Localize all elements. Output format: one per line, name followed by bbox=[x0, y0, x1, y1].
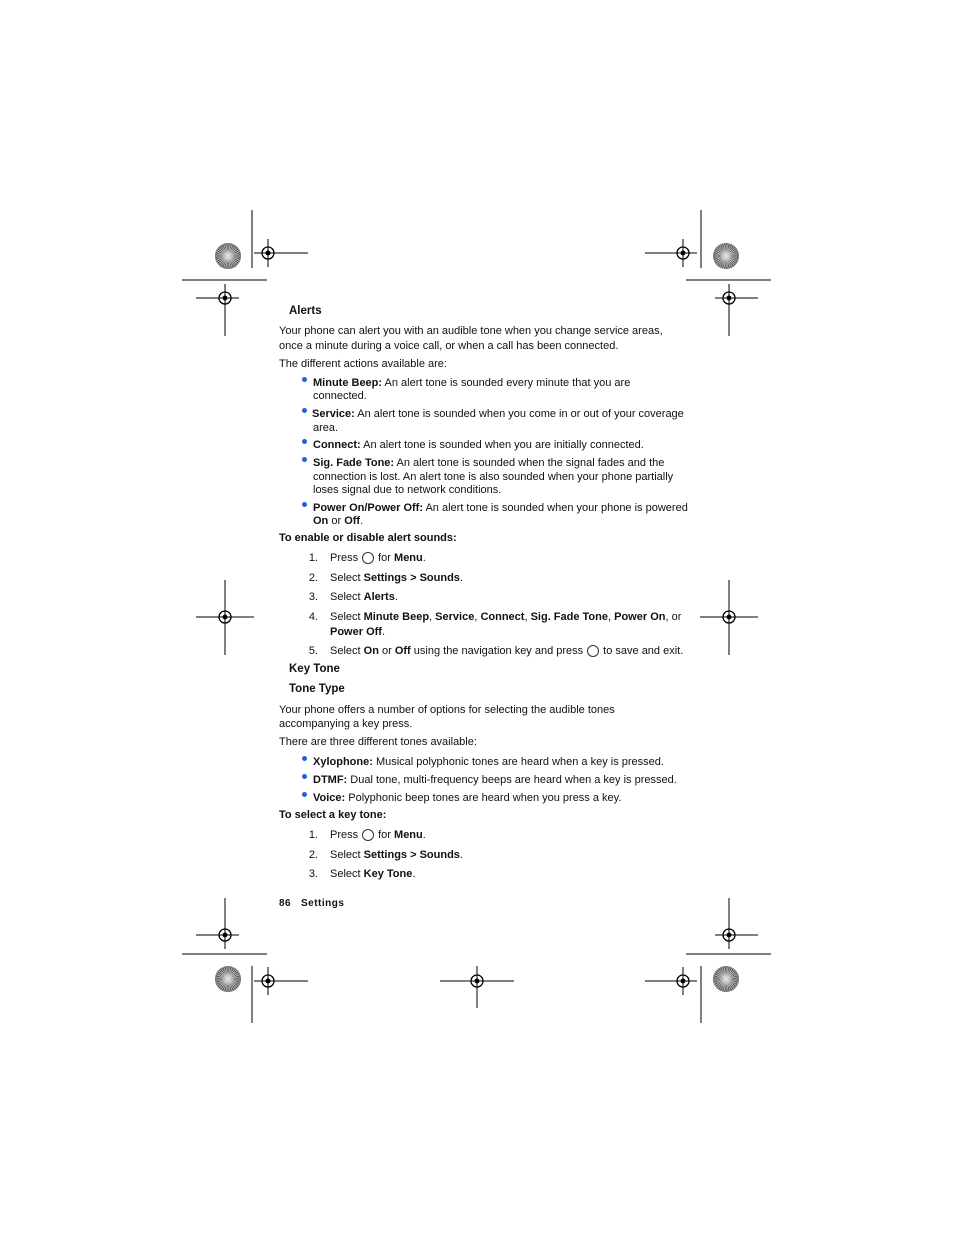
bullet-xylophone: Xylophone: Musical polyphonic tones are heard when a key is pressed. bbox=[313, 756, 664, 768]
alerts-step-3: Select Alerts. bbox=[330, 591, 398, 603]
bullet-icon bbox=[302, 457, 307, 462]
alerts-intro-line-2: once a minute during a voice call, or when a call has been connected. bbox=[279, 340, 619, 352]
step-number: 1. bbox=[308, 552, 318, 564]
bullet-service: Service: An alert tone is sounded when you come in or out of your coverage bbox=[312, 408, 684, 420]
bullet-icon bbox=[302, 756, 307, 761]
key-tone-step-3: Select Key Tone. bbox=[330, 868, 416, 880]
step-number: 4. bbox=[308, 611, 318, 623]
bullet-power-on-off-cont: On or Off. bbox=[313, 515, 364, 527]
key-tone-intro-line-1: Your phone offers a number of options for selecting the audible tones bbox=[279, 704, 615, 716]
page-number: 86 bbox=[279, 898, 292, 909]
ok-key-icon bbox=[362, 552, 374, 564]
bullet-icon bbox=[302, 439, 307, 444]
step-number: 1. bbox=[308, 829, 318, 841]
key-tone-tones-intro: There are three different tones available: bbox=[279, 736, 477, 748]
step-number: 2. bbox=[308, 849, 318, 861]
bullet-dtmf: DTMF: Dual tone, multi-frequency beeps are heard when a key is pressed. bbox=[313, 774, 677, 786]
bullet-minute-beep-cont: connected. bbox=[313, 390, 367, 402]
bullet-minute-beep: Minute Beep: An alert tone is sounded every minute that you are bbox=[313, 377, 631, 389]
bullet-icon bbox=[302, 792, 307, 797]
footer-section-name: Settings bbox=[301, 898, 345, 909]
alerts-intro-line-1: Your phone can alert you with an audible tone when you change service areas, bbox=[279, 325, 663, 337]
bullet-power-on-off: Power On/Power Off: An alert tone is sounded when your phone is powered bbox=[313, 502, 688, 514]
key-tone-step-1: Press for Menu. bbox=[330, 829, 426, 841]
bullet-service-cont: area. bbox=[313, 422, 339, 434]
bullet-connect: Connect: An alert tone is sounded when you are initially connected. bbox=[313, 439, 644, 451]
bullet-icon bbox=[302, 774, 307, 779]
alerts-procedure-heading: To enable or disable alert sounds: bbox=[279, 532, 457, 544]
key-tone-step-2: Select Settings > Sounds. bbox=[330, 849, 463, 861]
step-number: 2. bbox=[308, 572, 318, 584]
bullet-voice: Voice: Polyphonic beep tones are heard when you press a key. bbox=[313, 792, 622, 804]
alerts-step-5: Select On or Off using the navigation key and press to save and exit. bbox=[330, 645, 684, 657]
alerts-step-2: Select Settings > Sounds. bbox=[330, 572, 463, 584]
section-heading-alerts: Alerts bbox=[289, 305, 322, 317]
ok-key-icon bbox=[587, 645, 599, 657]
subheading-tone-type: Tone Type bbox=[289, 683, 345, 695]
bullet-icon bbox=[302, 377, 307, 382]
alerts-step-4: Select Minute Beep, Service, Connect, Sig. Fade Tone, Power On, or bbox=[330, 611, 682, 623]
step-number: 3. bbox=[308, 868, 318, 880]
alerts-step-4-cont: Power Off. bbox=[330, 626, 386, 638]
section-heading-key-tone: Key Tone bbox=[289, 663, 340, 675]
alerts-step-1: Press for Menu. bbox=[330, 552, 426, 564]
bullet-icon bbox=[302, 408, 307, 413]
step-number: 5. bbox=[308, 645, 318, 657]
bullet-icon bbox=[302, 502, 307, 507]
key-tone-intro-line-2: accompanying a key press. bbox=[279, 718, 413, 730]
step-number: 3. bbox=[308, 591, 318, 603]
bullet-sig-fade-tone: Sig. Fade Tone: An alert tone is sounded when the signal fades and the bbox=[313, 457, 665, 469]
bullet-sig-fade-cont-1: connection is lost. An alert tone is also sounded when your phone partially bbox=[313, 471, 674, 483]
ok-key-icon bbox=[362, 829, 374, 841]
bullet-sig-fade-cont-2: loses signal due to network conditions. bbox=[313, 484, 502, 496]
key-tone-procedure-heading: To select a key tone: bbox=[279, 809, 387, 821]
alerts-actions-intro: The different actions available are: bbox=[279, 358, 447, 370]
